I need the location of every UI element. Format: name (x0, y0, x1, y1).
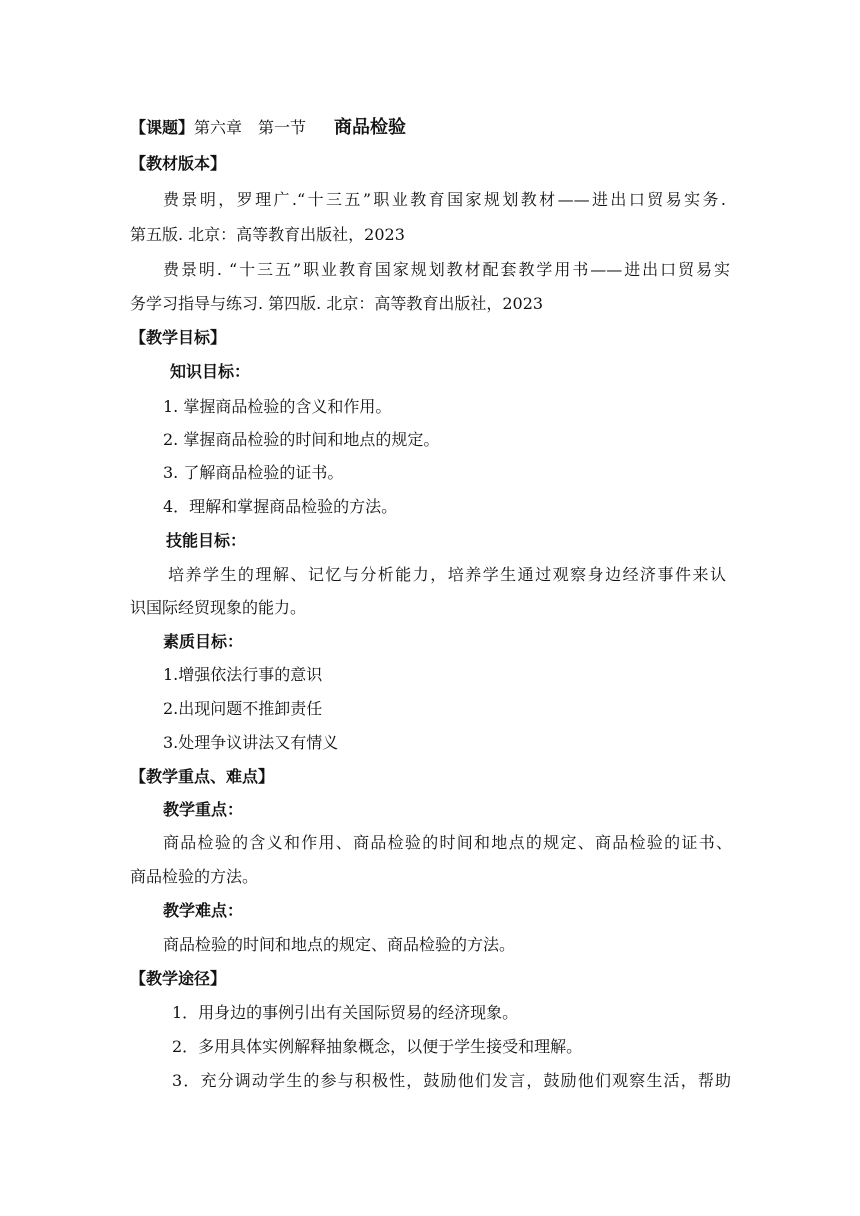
approach-item: 1．用身边的事例引出有关国际贸易的经济现象。 (172, 1003, 519, 1022)
textbook-ref1-line2: 第五版. 北京：高等教育出版社，2023 (130, 225, 405, 244)
textbook-ref2-line1: 费景明. “十三五”职业教育国家规划教材配套教学用书——进出口贸易实 (163, 260, 730, 279)
skill-objectives-line1: 培养学生的理解、记忆与分析能力，培养学生通过观察身边经济事件来认 (168, 565, 726, 584)
lesson-title: 商品检验 (334, 117, 407, 138)
lesson-title-label: 【课题】 (130, 118, 195, 137)
lesson-chapter: 第六章 第一节 (194, 118, 307, 137)
lesson-title-row (130, 117, 406, 139)
objectives-heading: 【教学目标】 (130, 328, 227, 347)
knowledge-item: 4．理解和掌握商品检验的方法。 (163, 497, 398, 516)
skill-objectives-line2: 识国际经贸现象的能力。 (130, 598, 307, 617)
textbook-ref1-line1: 费景明，罗理广.“十三五”职业教育国家规划教材——进出口贸易实务. (163, 190, 726, 209)
key-points-line2: 商品检验的方法。 (130, 867, 259, 886)
difficult-points-heading: 教学难点： (163, 901, 244, 920)
quality-item: 1.增强依法行事的意识 (163, 665, 323, 684)
knowledge-item: 2. 掌握商品检验的时间和地点的规定。 (163, 430, 440, 449)
approach-item: 3．充分调动学生的参与积极性，鼓励他们发言，鼓励他们观察生活，帮助 (172, 1071, 731, 1090)
knowledge-item: 1. 掌握商品检验的含义和作用。 (163, 397, 392, 416)
textbook-heading: 【教材版本】 (130, 154, 227, 173)
knowledge-objectives-heading: 知识目标： (170, 362, 251, 381)
textbook-ref2-line2: 务学习指导与练习. 第四版. 北京：高等教育出版社，2023 (130, 294, 544, 313)
quality-item: 3.处理争议讲法又有情义 (163, 733, 339, 752)
knowledge-item: 3. 了解商品检验的证书。 (163, 463, 344, 482)
key-points-line1: 商品检验的含义和作用、商品检验的时间和地点的规定、商品检验的证书、 (163, 833, 732, 852)
key-points-heading: 教学重点： (163, 800, 244, 819)
quality-item: 2.出现问题不推卸责任 (163, 699, 323, 718)
approach-heading: 【教学途径】 (130, 969, 227, 988)
focus-heading: 【教学重点、难点】 (130, 767, 275, 786)
skill-objectives-heading: 技能目标： (166, 531, 247, 550)
quality-objectives-heading: 素质目标： (163, 632, 244, 651)
difficult-points-line: 商品检验的时间和地点的规定、商品检验的方法。 (163, 935, 516, 954)
approach-item: 2．多用具体实例解释抽象概念，以便于学生接受和理解。 (172, 1037, 583, 1056)
